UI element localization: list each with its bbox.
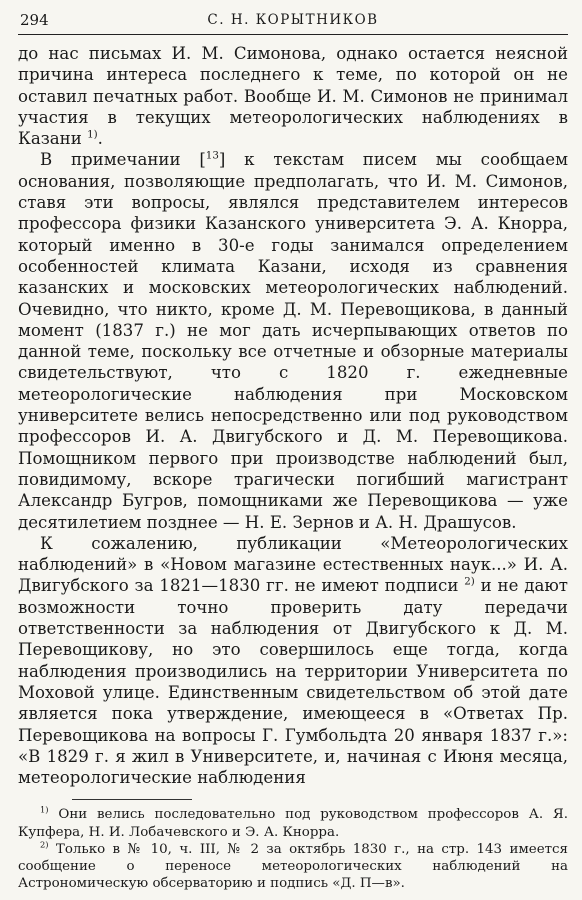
paragraph-text: К сожалению, публикации «Метеорологических наблюдений» в «Новом магазине естественных наук...» И. А. Двигубского за 1821—1830 гг. не имеют подписи: [18, 533, 568, 596]
main-text: [18, 43, 568, 788]
running-title: С. Н. КОРЫТНИКОВ: [207, 12, 379, 28]
paragraph-text-tail: и не дают возможности точно проверить дату передачи ответственности за наблюдения от Двигубского к Д. М. Перевощикову, но это совершилось еще тогда, когда наблюдения производились на территории Университета по Моховой улице. Единственным свидетельством об этой дате является пока утверждение, имеющееся в «Ответах Пр. Перевощикова на вопросы Г. Гумбольдта 20 января 1837 г.»: «В 1829 г. я жил в Университете, и, начиная с Июня месяца, метеорологические наблюдения: [18, 576, 568, 788]
paragraph-text: до нас письмах И. М. Симонова, однако остается неясной причина интереса последнего к теме, по которой он не оставил печатных работ. Вообще И. М. Симонов не принимал участия в текущих метеорологических наблюдениях в Казани: [18, 44, 568, 149]
paragraph-text: ] к текстам писем мы сообщаем основания, позволяющие предполагать, что И. М. Симонов, ставя эти вопросы, являлся представителем интересов профессора физики Казанского университета Э. А. Кнорра, который именно в 30-е годы занимался определением особенностей климата Казани, исходя из сравнения казанских и московских метеорологических наблюдений. Очевидно, что никто, кроме Д. М. Перевощикова, в данный момент (1837 г.) не мог дать исчерпывающих ответов по данной теме, поскольку все отчетные и обзорные материалы свидетельствуют, что с 1820 г. ежедневные метеорологические наблюдения при Московском университете велись непосредственно или под руководством профессоров И. А. Двигубского и Д. М. Перевощикова. Помощником первого при производстве наблюдений был, повидимому, вскоре трагически погибший магистрант Александр Бугров, помощниками же Перевощикова — уже десятилетием позднее — Н. Е. Зернов и А. Н. Драшусов.: [18, 150, 568, 532]
footnote-1: [18, 806, 568, 840]
paragraph-text-lead: В примечании [: [40, 150, 206, 170]
footnote-divider: [72, 799, 192, 800]
footnote-mark: 2): [464, 575, 475, 588]
running-header: [18, 10, 568, 35]
footnote-text: Они велись последовательно под руководством профессоров А. Я. Купфера, Н. И. Лобачевского и Э. А. Кнорра.: [18, 807, 568, 840]
footnotes: [18, 806, 568, 892]
footnote-2: [18, 841, 568, 893]
paragraph-1: [18, 43, 568, 149]
footnote-text: Только в № 10, ч. III, № 2 за октябрь 1830 г., на стр. 143 имеется сообщение о переносе метеорологических наблюдений на Астрономическую обсерваторию и подпись «Д. П—в».: [18, 841, 568, 892]
page-number: 294: [20, 11, 49, 29]
citation-reference: 13: [205, 149, 219, 162]
footnote-number: 2): [40, 839, 49, 850]
footnote-mark: 1): [87, 128, 98, 141]
footnote-number: 1): [40, 804, 49, 815]
paragraph-2: [18, 149, 568, 532]
paragraph-text-tail: .: [97, 129, 103, 149]
paragraph-3: [18, 533, 568, 789]
